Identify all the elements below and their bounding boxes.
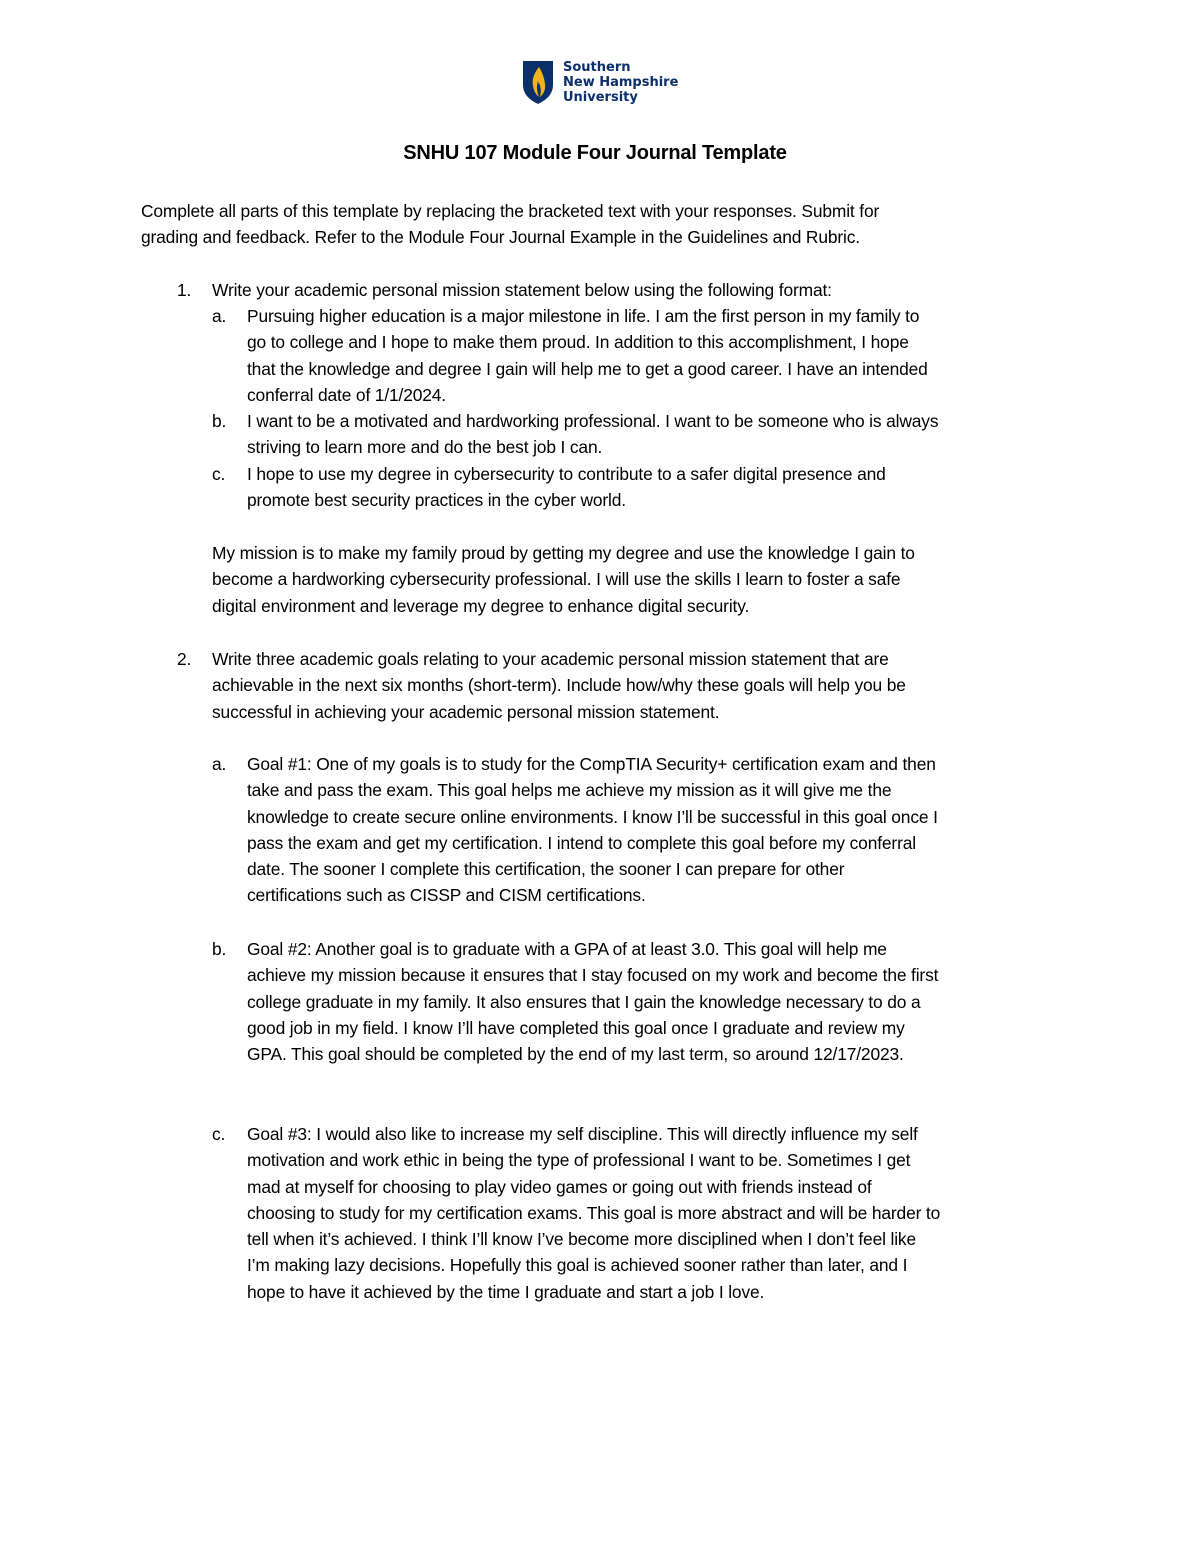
goal-line: I’m making lazy decisions. Hopefully this goal is achieved sooner rather than later, and I	[247, 1255, 908, 1276]
intro-line: Complete all parts of this template by replacing the bracketed text with your responses. Submit for	[141, 201, 880, 221]
mission-line: My mission is to make my family proud by getting my degree and use the knowledge I gain to	[212, 543, 915, 563]
logo-line-3: University	[563, 90, 638, 105]
mission-line: digital environment and leverage my degree to enhance digital security.	[212, 595, 750, 616]
goal-line: Goal #3: I would also like to increase my self discipline. This will directly influence my self	[247, 1124, 918, 1144]
question-line: achievable in the next six months (short-term). Include how/why these goals will help you be	[212, 675, 906, 696]
item-line: promote best security practices in the cyber world.	[247, 490, 626, 511]
intro-line: grading and feedback. Refer to the Module Four Journal Example in the Guidelines and Rubric.	[141, 227, 860, 248]
list-marker: a.	[212, 754, 227, 774]
goal-line: date. The sooner I complete this certification, the sooner I can prepare for other	[247, 859, 845, 880]
goal-line: certifications such as CISSP and CISM certifications.	[247, 885, 646, 906]
item-line: go to college and I hope to make them proud. In addition to this accomplishment, I hope	[247, 332, 909, 353]
list-marker: b.	[212, 411, 227, 431]
logo-wordmark	[563, 60, 678, 105]
goal-line: motivation and work ethic in being the type of professional I want to be. Sometimes I get	[247, 1150, 911, 1171]
list-marker: 1.	[177, 280, 192, 300]
goal-line: GPA. This goal should be completed by the end of my last term, so around 12/17/2023.	[247, 1044, 904, 1065]
goal-line: take and pass the exam. This goal helps me achieve my mission as it will give me the	[247, 780, 892, 801]
goal-line: Goal #1: One of my goals is to study for the CompTIA Security+ certification exam and then	[247, 754, 936, 774]
goal-line: achieve my mission because it ensures that I stay focused on my work and become the first	[247, 965, 939, 986]
mission-statement	[212, 540, 1072, 619]
document-title: SNHU 107 Module Four Journal Template	[403, 142, 787, 164]
list-marker: a.	[212, 306, 227, 326]
item-line: striving to learn more and do the best job I can.	[247, 437, 603, 458]
logo-line-2: New Hampshire	[563, 75, 679, 90]
shield-flame-icon	[521, 59, 555, 105]
list-marker: b.	[212, 939, 227, 959]
question-line: successful in achieving your academic personal mission statement.	[212, 701, 720, 722]
goal-line: college graduate in my family. It also ensures that I gain the knowledge necessary to do a	[247, 991, 921, 1012]
goal-line: knowledge to create secure online environments. I know I’ll be successful in this goal once I	[247, 806, 938, 827]
goal-line: hope to have it achieved by the time I graduate and start a job I love.	[247, 1281, 765, 1302]
goal-line: pass the exam and get my certification. I intend to complete this goal before my conferral	[247, 832, 916, 853]
item-line: I hope to use my degree in cybersecurity to contribute to a safer digital presence and	[247, 464, 886, 484]
logo-line-1: Southern	[563, 60, 631, 75]
university-logo	[521, 59, 678, 105]
goal-line: Goal #2: Another goal is to graduate with a GPA of at least 3.0. This goal will help me	[247, 939, 887, 959]
intro-paragraph	[141, 198, 1051, 251]
goal-line: tell when it’s achieved. I think I’ll know I’ve become more disciplined when I don’t feel like	[247, 1229, 916, 1250]
list-marker: 2.	[177, 649, 192, 669]
question-line: Write three academic goals relating to your academic personal mission statement that are	[212, 649, 889, 669]
question-text: Write your academic personal mission statement below using the following format:	[212, 280, 832, 300]
goal-line: mad at myself for choosing to play video games or going out with friends instead of	[247, 1176, 872, 1197]
item-line: Pursuing higher education is a major milestone in life. I am the first person in my family to	[247, 306, 920, 326]
goal-line: good job in my field. I know I’ll have completed this goal once I graduate and review my	[247, 1017, 905, 1038]
item-line: conferral date of 1/1/2024.	[247, 384, 446, 405]
list-marker: c.	[212, 464, 226, 484]
item-line: I want to be a motivated and hardworking professional. I want to be someone who is always	[247, 411, 939, 431]
item-line: that the knowledge and degree I gain will help me to get a good career. I have an intended	[247, 358, 928, 379]
list-marker: c.	[212, 1124, 226, 1144]
goal-line: choosing to study for my certification exams. This goal is more abstract and will be harder to	[247, 1202, 941, 1223]
mission-line: become a hardworking cybersecurity professional. I will use the skills I learn to foster a safe	[212, 569, 901, 590]
